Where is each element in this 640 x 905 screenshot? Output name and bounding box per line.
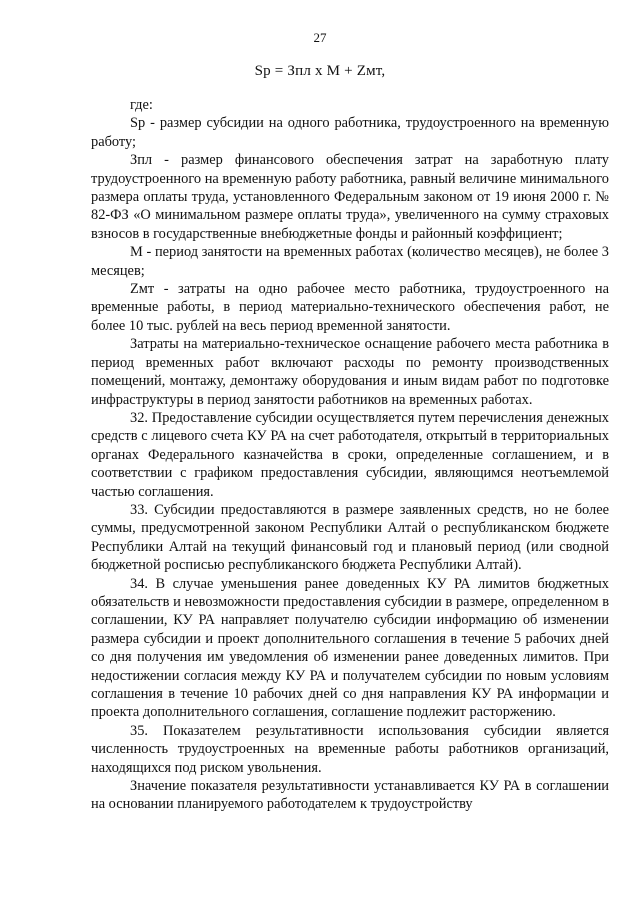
paragraph-indicator-value: Значение показателя результативности устанавливается КУ РА в соглашении на основании планируемого работодателем к трудоустройству [91, 778, 609, 813]
paragraph-clause-35: 35. Показателем результативности использования субсидии является численность трудоустроенных на временные работы работников организаций, находящихся под риском увольнения. [91, 722, 609, 776]
paragraph-clause-33: 33. Субсидии предоставляются в размере заявленных средств, но не более суммы, предусмотренной законом Республики Алтай о республиканском бюджете Республики Алтай на текущий финансовый год и плановый период (или сводной бюджетной росписью республиканского бюджета Республики Алтай). [91, 501, 609, 574]
page-number: 27 [313, 30, 327, 45]
paragraph-m-definition: M - период занятости на временных работах (количество месяцев), не более 3 месяцев; [91, 244, 609, 279]
paragraph-sp-definition: Sp - размер субсидии на одного работника, трудоустроенного на временную работу; [91, 115, 609, 150]
paragraph-zmt-definition: Zмт - затраты на одно рабочее место работника, трудоустроенного на временные работы, в период материально-технического обеспечения работ, не более 10 тыс. рублей на весь период временной занятости. [91, 281, 609, 334]
subsidy-formula: Sp = Зпл х M + Zмт, [254, 63, 386, 79]
paragraph-zpl-definition: Зпл - размер финансового обеспечения затрат на заработную плату трудоустроенного на временную работу работника, равный величине минимального размера оплаты труда, установленного Федеральным законом от 19 июня 2000 г. № 82-ФЗ «О минимальном размере оплаты труда», увеличенного на сумму страховых взносов в государственные внебюджетные фонды и районный коэффициент; [91, 152, 609, 242]
paragraph-clause-34: 34. В случае уменьшения ранее доведенных КУ РА лимитов бюджетных обязательств и невозможности предоставления субсидии в размере, определенном в соглашении, КУ РА направляет получателю субсидии информацию об изменении размера субсидии и проект дополнительного соглашения в течение 5 рабочих дней со дня получения им уведомления об изменении ранее доведенных лимитов. При недостижении согласия между КУ РА и получателем субсидии по новым условиям соглашения в течение 10 рабочих дней со дня направления КУ РА информации и проекта дополнительного соглашения, соглашение подлежит расторжению. [91, 575, 609, 721]
document-body [91, 96, 609, 814]
paragraph-where: где: [130, 97, 153, 113]
paragraph-clause-32: 32. Предоставление субсидии осуществляется путем перечисления денежных средств с лицевого счета КУ РА на счет работодателя, открытый в территориальных органах Федерального казначейства в сроки, определенные соглашением, и в соответствии с графиком предоставления субсидии, являющимся неотъемлемой частью соглашения. [91, 409, 609, 500]
paragraph-equipment-costs: Затраты на материально-техническое оснащение рабочего места работника в период временных работ включают расходы по ремонту производственных помещений, монтажу, демонтажу оборудования и иным видам работ по подготовке инфраструктуры в период занятости работников на временных работах. [91, 336, 609, 408]
